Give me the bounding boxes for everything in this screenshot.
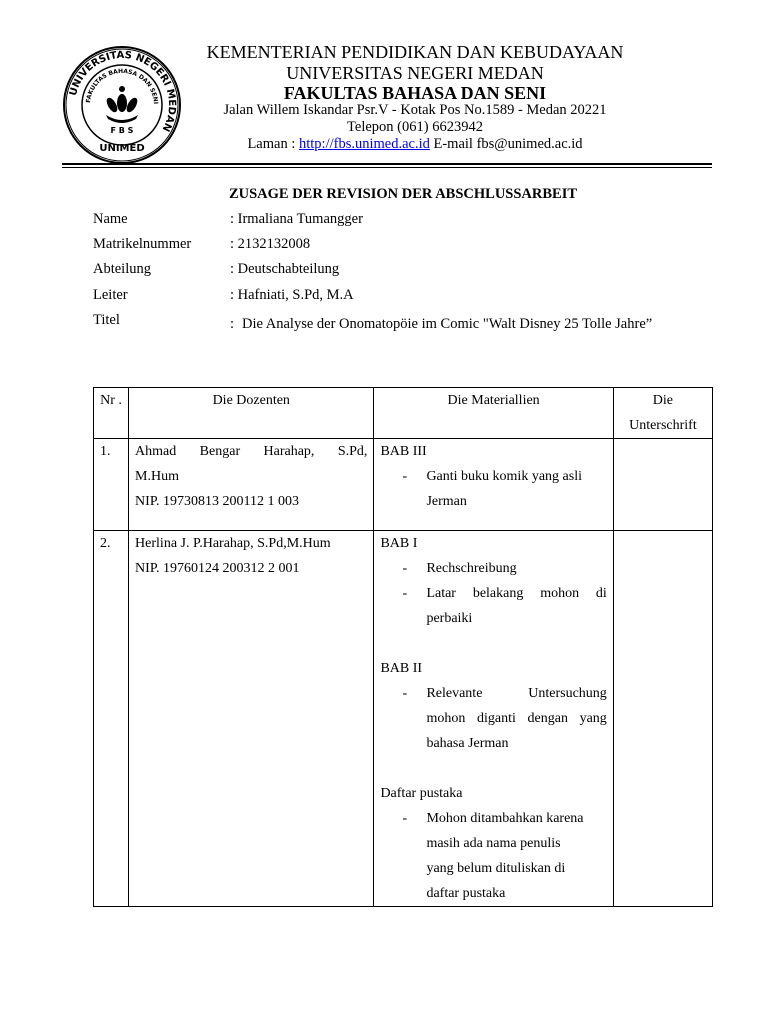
row-nr: 2.	[94, 531, 129, 907]
header-nr: Nr .	[94, 388, 129, 439]
phone: Telepon (061) 6623942	[347, 119, 483, 135]
address: Jalan Willem Iskandar Psr.V - Kotak Pos No.1589 - Medan 20221	[223, 102, 607, 118]
faculty-name: FAKULTAS BAHASA DAN SENI	[283, 83, 547, 103]
table-row	[94, 439, 713, 531]
logo-ring-text: UNIVERSITAS NEGERI MEDAN	[67, 49, 178, 134]
titel-value: Die Analyse der Onomatopöie im Comic "Walt Disney 25 Tolle Jahre”	[242, 316, 653, 332]
signature-cell[interactable]	[613, 439, 712, 531]
university-logo	[62, 45, 182, 165]
matrikel-label: Matrikelnummer	[93, 236, 192, 252]
header-dozenten: Die Dozenten	[129, 388, 374, 439]
row-dozent	[129, 439, 374, 531]
section-heading: BAB II	[380, 661, 423, 676]
revision-table	[93, 387, 713, 907]
document-title: ZUSAGE DER REVISION DER ABSCHLUSSARBEIT	[228, 186, 578, 202]
row-dozent	[129, 531, 374, 907]
dozent-name-line: Herlina J. P.Harahap, S.Pd,M.Hum	[135, 536, 331, 551]
university-name: UNIVERSITAS NEGERI MEDAN	[286, 63, 544, 83]
logo-inner-text: FAKULTAS BAHASA DAN SENI	[85, 67, 160, 105]
titel-label: Titel	[93, 312, 120, 328]
logo-name: UNIMED	[99, 143, 145, 154]
logo-abbr: F B S	[110, 126, 134, 135]
list-item: - Relevante Untersuchung mohon diganti dengan yang bahasa Jerman	[402, 686, 607, 751]
header-rule-thin	[62, 167, 712, 168]
table-row	[94, 531, 713, 907]
row-nr: 1.	[94, 439, 129, 531]
titel-separator: :	[230, 316, 235, 332]
row-materialien	[374, 531, 613, 907]
matrikel-value: : 2132132008	[230, 236, 311, 252]
contact-line	[200, 137, 630, 152]
row-materialien	[374, 439, 613, 531]
website-link[interactable]: http://fbs.unimed.ac.id	[298, 136, 430, 152]
ministry-name: KEMENTERIAN PENDIDIKAN DAN KEBUDAYAAN	[206, 42, 624, 62]
dozent-name-line-2: M.Hum	[135, 469, 179, 484]
abteilung-label: Abteilung	[93, 261, 151, 277]
list-item: - Rechschreibung	[402, 561, 517, 576]
titel-value-block	[230, 312, 676, 337]
header-materialien: Die Materiallien	[374, 388, 613, 439]
abteilung-value: : Deutschabteilung	[230, 261, 340, 277]
name-value: : Irmaliana Tumangger	[230, 211, 363, 227]
list-item: - Mohon ditambahkan karena masih ada nama penulis yang belum dituliskan di daftar pustaka	[402, 811, 584, 901]
dozent-nip: NIP. 19760124 200312 2 001	[135, 561, 300, 576]
header-unterschrift: Die Unterschrift	[613, 388, 712, 439]
list-item: - Latar belakang mohon di perbaiki	[402, 586, 607, 626]
dozent-name-line: Ahmad Bengar Harahap, S.Pd,	[135, 444, 368, 459]
list-item: - Ganti buku komik yang asli Jerman	[402, 469, 582, 509]
web-label: Laman :	[247, 136, 299, 152]
dozent-nip: NIP. 19730813 200112 1 003	[135, 494, 300, 509]
leiter-value: : Hafniati, S.Pd, M.A	[230, 287, 354, 303]
header-rule-thick	[62, 163, 712, 165]
signature-cell[interactable]	[613, 531, 712, 907]
table-header-row	[94, 388, 713, 439]
section-heading: BAB I	[380, 536, 418, 551]
leiter-label: Leiter	[93, 287, 128, 303]
email: E-mail fbs@unimed.ac.id	[429, 136, 583, 152]
name-label: Name	[93, 211, 128, 227]
section-heading: BAB III	[380, 444, 427, 459]
section-heading: Daftar pustaka	[380, 786, 463, 801]
